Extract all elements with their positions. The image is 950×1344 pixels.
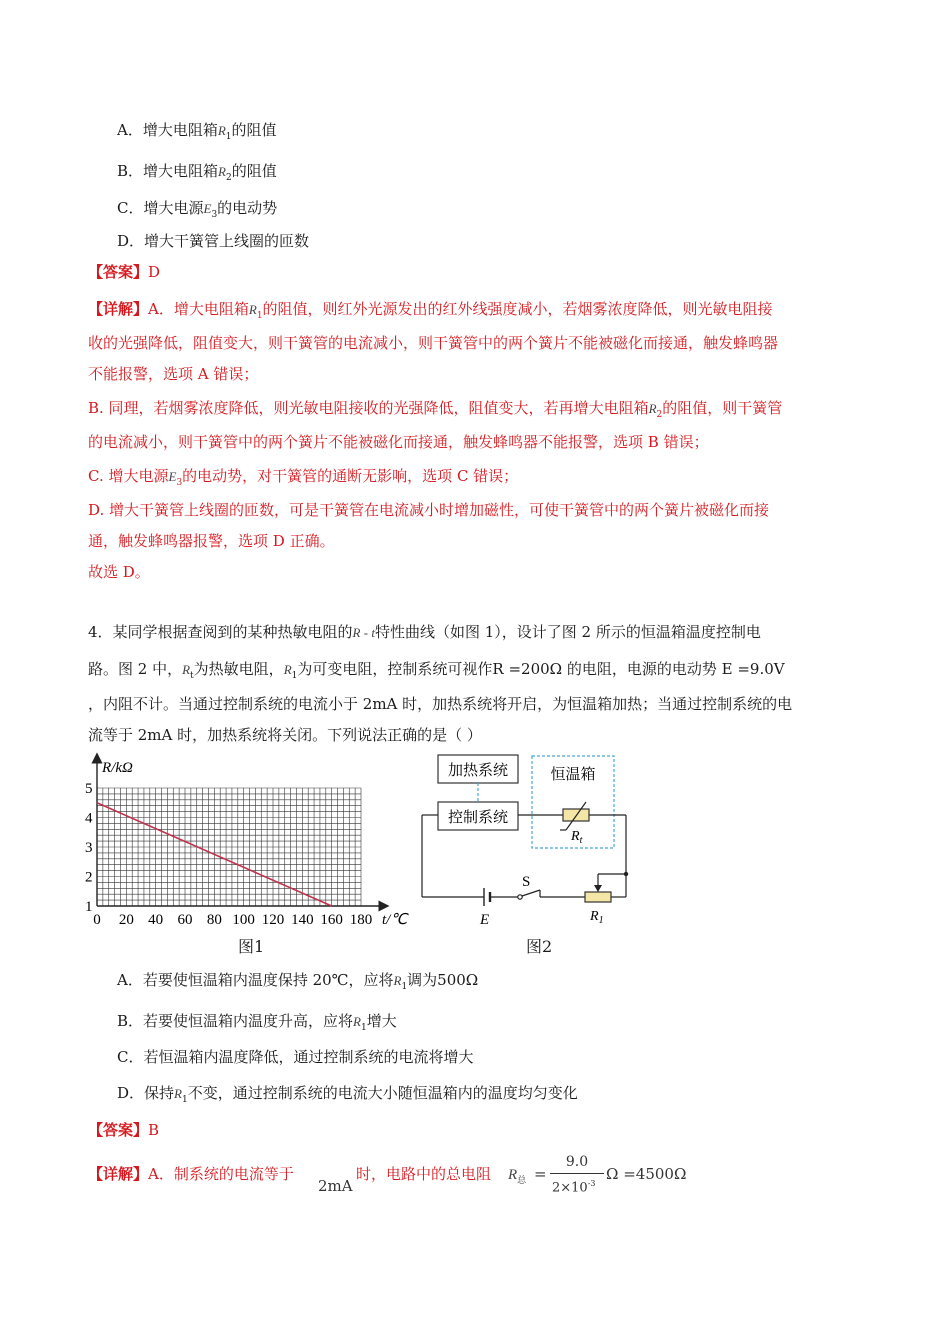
x-tick-label: 120 <box>261 912 285 928</box>
control-system-label: 控制系统 <box>447 810 509 826</box>
q4-stem-line-3: ，内阻不计。当通过控制系统的电流小于 2mA 时，加热系统将开启，为恒温箱加热；当通过控制系统的电 <box>88 695 793 713</box>
x-tick-label: 60 <box>177 912 193 928</box>
switch-label: S <box>522 874 531 890</box>
q3-option-b: B．增大电阻箱$R_2$的阻值 <box>117 162 277 183</box>
q4-stem-line-4: 流等于 2mA 时，加热系统将关闭。下列说法正确的是（ ） <box>88 726 482 744</box>
x-tick-label: 140 <box>291 912 314 928</box>
y-axis-label: R/kΩ <box>102 760 133 776</box>
y-tick-label: 5 <box>85 781 93 797</box>
variable-resistor <box>585 892 611 902</box>
y-tick-labels <box>85 781 93 915</box>
chart-grid <box>97 788 361 906</box>
x-tick-label: 0 <box>93 912 101 928</box>
q4-option-d: D．保持$R_1$不变，通过控制系统的电流大小随恒温箱内的温度均匀变化 <box>117 1084 578 1105</box>
q3-detail-line-9: 故选 D。 <box>88 563 150 581</box>
q4-detail-total-resistance-text: 时，电路中的总电阻 <box>356 1165 492 1183</box>
x-tick-label: 80 <box>206 912 222 928</box>
q3-detail-line-1: 【详解】A．增大电阻箱$R_1$的阻值，则红外光源发出的红外线强度减小，若烟雾浓度降低，则光敏电阻接 <box>88 300 773 321</box>
q3-detail-line-6: C. 增大电源$E_3$的电动势，对干簧管的通断无影响，选项 C 错误； <box>88 467 519 488</box>
y-tick-label: 3 <box>85 840 93 856</box>
q3-option-a: A．增大电阻箱$R_1$的阻值 <box>117 121 277 142</box>
q4-answer: 【答案】B <box>88 1121 160 1139</box>
y-tick-label: 1 <box>85 899 93 915</box>
slider-arrow <box>594 885 602 892</box>
figure-1-chart <box>80 752 420 938</box>
junction-dot <box>624 872 628 876</box>
switch-blade <box>522 890 540 896</box>
q4-stem-line-1: 4．某同学根据查阅到的某种热敏电阻的R - t特性曲线（如图 1），设计了图 2 所示的恒温箱温度控制电 <box>88 623 761 641</box>
variable-resistor-label: $R_1$ <box>590 909 604 926</box>
x-axis-label: t/℃ <box>382 912 408 928</box>
q3-detail-line-3: 不能报警，选项 A 错误； <box>88 365 259 383</box>
q4-option-a: A．若要使恒温箱内温度保持 20℃，应将$R_1$调为500Ω <box>117 971 479 992</box>
q3-detail-line-2: 收的光强降低，阻值变大，则干簧管的电流减小，则干簧管中的两个簧片不能被磁化而接通，触发蜂鸣器 <box>88 334 779 352</box>
q4-option-c: C．若恒温箱内温度降低，通过控制系统的电流将增大 <box>117 1048 474 1066</box>
figure-1-caption: 图1 <box>238 937 265 956</box>
x-tick-labels <box>93 912 372 928</box>
q3-answer: 【答案】D <box>88 263 161 281</box>
x-tick-label: 20 <box>118 912 134 928</box>
q3-detail-line-8: 通，触发蜂鸣器报警，选项 D 正确。 <box>88 532 335 550</box>
q4-option-b: B．若要使恒温箱内温度升高，应将$R_1$增大 <box>117 1012 397 1033</box>
q3-detail-line-4: B. 同理，若烟雾浓度降低，则光敏电阻接收的光强降低，阻值变大，若再增大电阻箱$R_2$的阻值，则干簧管 <box>88 399 783 420</box>
thermistor-label: $R_t$ <box>571 829 583 846</box>
y-tick-label: 2 <box>85 869 93 886</box>
q3-detail-line-5: 的电流减小，则干簧管中的两个簧片不能被磁化而接通，触发蜂鸣器不能报警，选项 B 错误； <box>88 433 709 451</box>
q4-detail-line-1: 【详解】A．制系统的电流等于 <box>88 1165 294 1183</box>
x-tick-label: 160 <box>320 912 343 928</box>
q3-detail-line-7: D. 增大干簧管上线圈的匝数，可是干簧管在电流减小时增加磁性，可使干簧管中的两个簧片被磁化而接 <box>88 501 770 519</box>
x-tick-label: 100 <box>232 912 255 928</box>
figure-2-caption: 图2 <box>526 937 553 956</box>
thermostat-label: 恒温箱 <box>550 767 596 783</box>
y-tick-label: 4 <box>85 810 93 827</box>
figure-2-circuit <box>410 752 640 934</box>
x-tick-label: 40 <box>148 912 164 928</box>
q3-option-d: D．增大干簧管上线圈的匝数 <box>117 232 310 250</box>
q4-detail-current: 2mA <box>318 1177 353 1195</box>
battery-label: E <box>480 912 490 928</box>
q4-stem-line-2: 路。图 2 中，$R_t$为热敏电阻，$R_1$为可变电阻，控制系统可视作R =200Ω 的电阻，电源的电动势 E =9.0V <box>88 660 785 681</box>
switch-contact <box>518 895 522 899</box>
q3-option-c: C．增大电源$E_3$的电动势 <box>117 199 278 220</box>
x-tick-label: 180 <box>349 912 373 928</box>
heating-system-label: 加热系统 <box>447 763 509 779</box>
